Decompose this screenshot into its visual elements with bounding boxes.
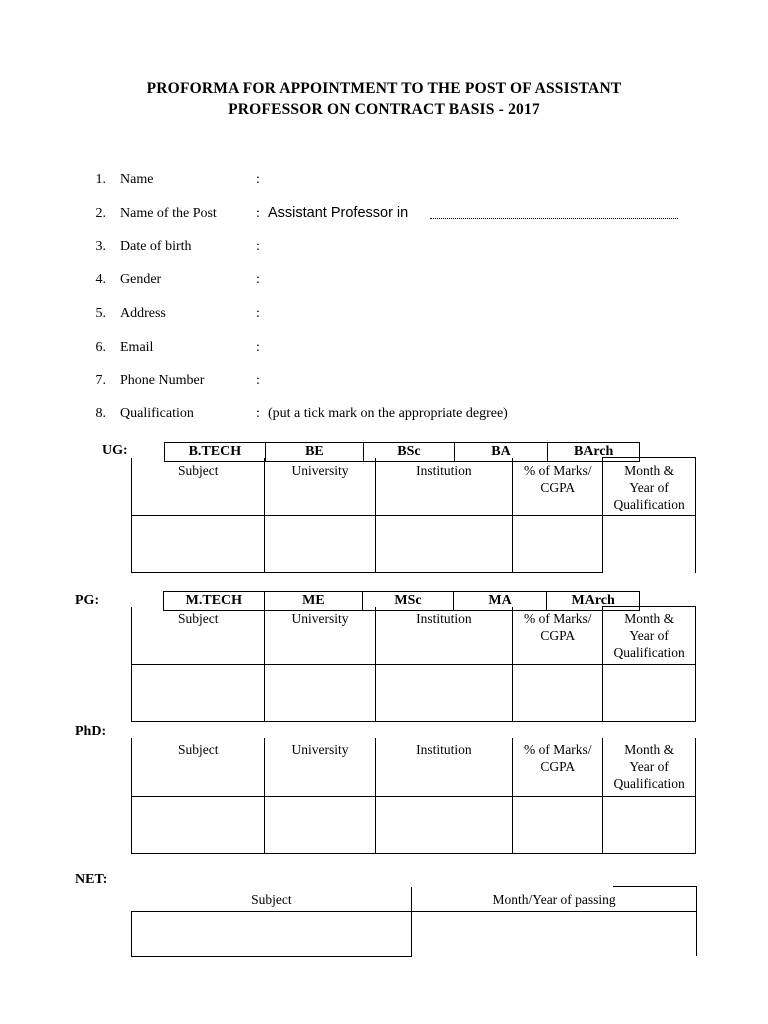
cell-university[interactable] <box>265 516 375 573</box>
field-label: Qualification <box>120 406 194 421</box>
field-number: 5. <box>95 306 106 321</box>
cell-month-year[interactable] <box>603 796 696 853</box>
degree-option[interactable]: BSc <box>364 443 455 462</box>
col-university: University <box>265 607 375 665</box>
col-net-subject: Subject <box>132 887 412 911</box>
field-colon: : <box>256 373 260 388</box>
cell-net-month-year[interactable] <box>412 911 697 956</box>
cell-subject[interactable] <box>132 796 265 853</box>
degree-option[interactable]: M.TECH <box>164 592 265 611</box>
field-label: Address <box>120 306 166 321</box>
col-net-month-year: Month/Year of passing <box>412 887 697 911</box>
phd-label: PhD: <box>75 724 107 739</box>
degree-option[interactable]: BArch <box>548 443 640 462</box>
cell-institution[interactable] <box>375 796 513 853</box>
col-institution: Institution <box>375 458 513 516</box>
col-month-year: Month & Year of Qualification <box>603 738 696 796</box>
cell-marks[interactable] <box>513 665 603 722</box>
cell-net-subject[interactable] <box>132 911 412 956</box>
net-label: NET: <box>75 872 108 887</box>
field-colon: : <box>256 306 260 321</box>
degree-option[interactable]: B.TECH <box>165 443 266 462</box>
field-number: 1. <box>95 172 106 187</box>
cell-marks[interactable] <box>513 796 603 853</box>
degree-option[interactable]: MSc <box>363 592 454 611</box>
pg-label: PG: <box>75 593 100 608</box>
phd-qualification-table <box>131 738 696 854</box>
field-colon: : <box>256 206 260 221</box>
field-label: Name <box>120 172 154 187</box>
degree-option[interactable]: MArch <box>547 592 640 611</box>
field-number: 7. <box>95 373 106 388</box>
field-label: Gender <box>120 272 162 287</box>
cell-marks[interactable] <box>513 516 603 573</box>
field-label: Email <box>120 340 154 355</box>
field-label: Phone Number <box>120 373 205 388</box>
col-institution: Institution <box>375 607 513 665</box>
cell-month-year[interactable] <box>603 665 696 722</box>
cell-institution[interactable] <box>375 665 513 722</box>
degree-option[interactable]: MA <box>453 592 547 611</box>
field-label: Name of the Post <box>120 206 217 221</box>
qualification-instruction: (put a tick mark on the appropriate degree) <box>268 406 508 421</box>
net-table <box>131 887 697 957</box>
field-colon: : <box>256 340 260 355</box>
cell-university[interactable] <box>265 665 375 722</box>
col-university: University <box>265 458 375 516</box>
fill-in-dotted-line[interactable] <box>430 216 678 219</box>
field-colon: : <box>256 272 260 287</box>
degree-option[interactable]: BA <box>454 443 548 462</box>
field-label: Date of birth <box>120 239 192 254</box>
field-colon: : <box>256 172 260 187</box>
col-month-year: Month & Year of Qualification <box>603 607 696 665</box>
cell-subject[interactable] <box>132 665 265 722</box>
degree-option[interactable]: ME <box>264 592 362 611</box>
field-number: 2. <box>95 206 106 221</box>
field-number: 4. <box>95 272 106 287</box>
col-marks: % of Marks/ CGPA <box>513 458 603 516</box>
pg-qualification-table <box>131 606 696 722</box>
form-title-line-1: PROFORMA FOR APPOINTMENT TO THE POST OF ASSISTANT <box>146 80 622 97</box>
col-subject: Subject <box>132 607 265 665</box>
col-month-year: Month & Year of Qualification <box>603 458 696 516</box>
post-value: Assistant Professor in <box>268 205 409 221</box>
field-colon: : <box>256 406 260 421</box>
degree-option[interactable]: BE <box>265 443 364 462</box>
col-marks: % of Marks/ CGPA <box>513 607 603 665</box>
col-subject: Subject <box>132 738 265 796</box>
field-number: 6. <box>95 340 106 355</box>
col-university: University <box>265 738 375 796</box>
col-marks: % of Marks/ CGPA <box>513 738 603 796</box>
col-institution: Institution <box>375 738 513 796</box>
ug-qualification-table <box>131 457 696 573</box>
cell-subject[interactable] <box>132 516 265 573</box>
form-title-line-2: PROFESSOR ON CONTRACT BASIS - 2017 <box>228 101 540 118</box>
col-subject: Subject <box>132 458 265 516</box>
field-colon: : <box>256 239 260 254</box>
field-number: 8. <box>95 406 106 421</box>
field-number: 3. <box>95 239 106 254</box>
cell-university[interactable] <box>265 796 375 853</box>
cell-month-year[interactable] <box>603 516 696 573</box>
ug-label: UG: <box>102 443 128 458</box>
cell-institution[interactable] <box>375 516 513 573</box>
